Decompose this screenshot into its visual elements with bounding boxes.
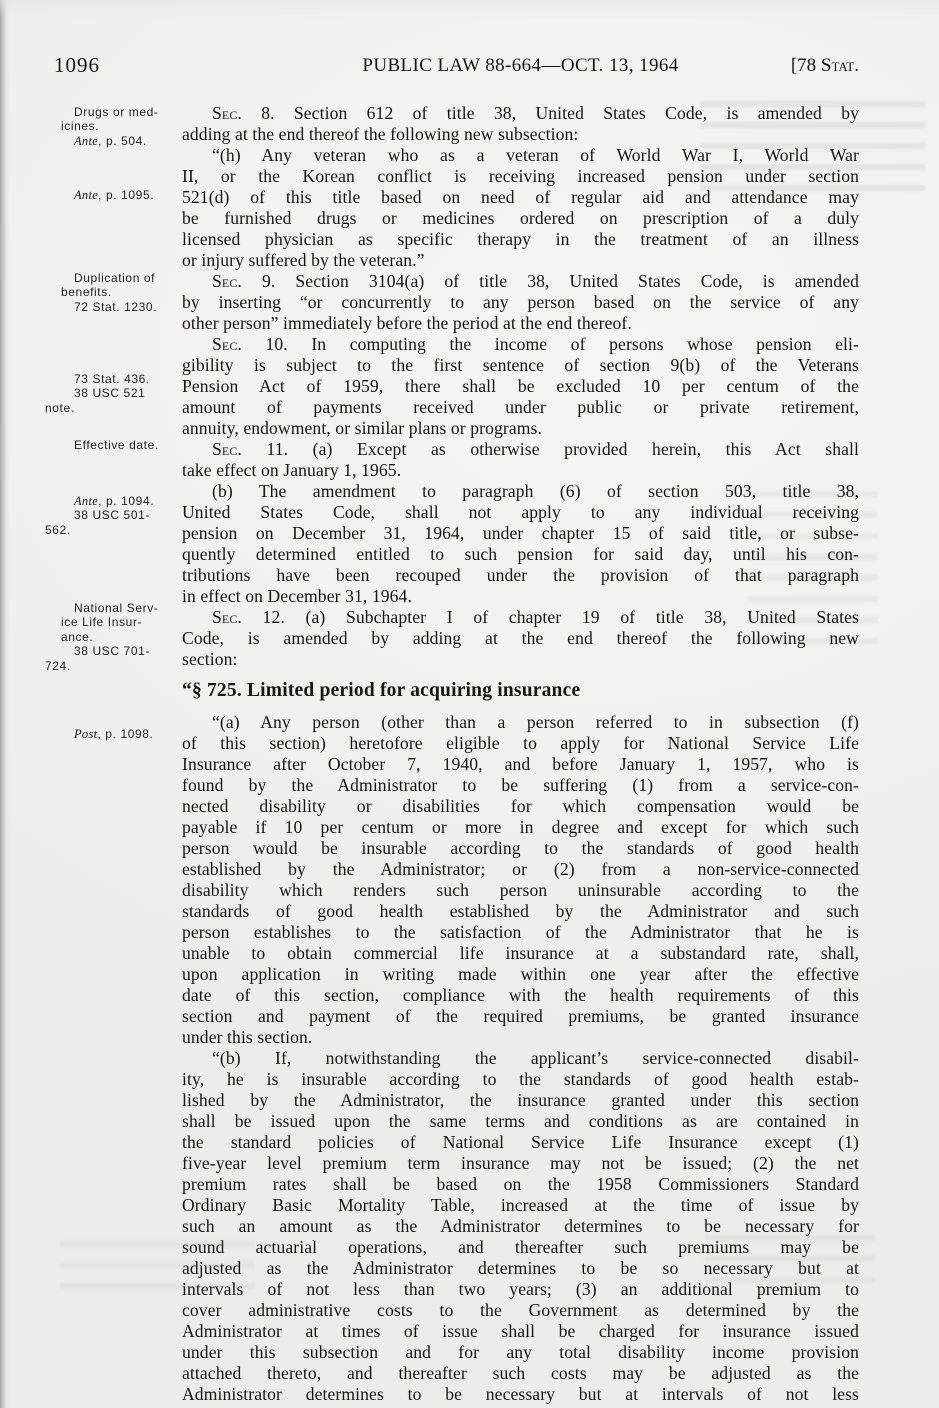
text-line: intervals of not less than two years; (3) an additional premium to [182,1279,859,1299]
text-line: “(b) If, notwithstanding the applicant’s service-connected disabil- [212,1048,859,1068]
text-line: ity, he is insurable according to the standards of good health estab- [182,1069,859,1089]
text-line: disability which renders such person uninsurable according to the [182,880,859,900]
margin-note-line: 724. [45,658,71,673]
margin-note-line: National Serv- [74,601,159,615]
text-line: “(h) Any veteran who as a veteran of World War I, World War [212,145,859,165]
margin-note-line: Duplication of [74,271,156,285]
paragraph [182,145,859,271]
text-line: gibility is subject to the first sentence of section 9(b) of the Veterans [182,355,859,375]
text-line: “(a) Any person (other than a person referred to in subsection (f) [212,712,859,732]
text-line: (b) The amendment to paragraph (6) of section 503, title 38, [212,481,859,501]
text-line: tributions have been recouped under the provision of that paragraph [182,565,859,585]
text-line: premium rates shall be based on the 1958 Commissioners Standard [182,1174,859,1194]
text-line: Administrator at times of issue shall be charged for insurance issued [182,1321,859,1341]
margin-note-line: Drugs or med- [74,105,159,119]
text-line: cover administrative costs to the Government as determined by the [182,1300,859,1320]
page-number: 1096 [54,53,100,77]
margin-note-line: ance. [61,629,94,644]
text-line: under this subsection and for any total disability income provision [182,1342,859,1362]
text-line: sound actuarial operations, and thereafter such premiums may be [182,1237,859,1257]
margin-note [45,188,197,202]
margin-note [45,727,197,741]
text-line: Administrator determines to be necessary but at intervals of not less [182,1384,859,1404]
margin-note-line: Ante, p. 1094. [74,494,155,508]
margin-note [45,271,197,314]
margin-note-line: Post, p. 1098. [74,727,154,741]
text-line: Code, is amended by adding at the end thereof the following new [182,628,859,648]
running-head-title: PUBLIC LAW 88-664—OCT. 13, 1964 [362,55,679,76]
margin-note-line: Effective date. [74,438,159,452]
margin-note-line: 38 USC 701- [74,644,150,659]
paragraph [182,712,859,1048]
margin-note-line: Ante, p. 1095. [74,188,155,202]
text-line: pension on December 31, 1964, under chapter 15 of said title, or subse- [182,523,859,543]
text-line: “§ 725. Limited period for acquiring insurance [182,680,581,701]
text-line: under this section. [182,1027,313,1047]
text-line: Ordinary Basic Mortality Table, increased at the time of issue by [182,1195,859,1215]
text-line: take effect on January 1, 1965. [182,460,402,480]
text-line: adjusted as the Administrator determines to be so necessary but at [182,1258,859,1278]
text-line: adding at the end thereof the following new subsection: [182,124,579,144]
paragraph [182,607,859,670]
text-line: payable if 10 per centum or more in degree and except for which such [182,817,859,837]
paragraph [182,439,859,481]
text-line: Insurance after October 7, 1940, and before January 1, 1957, who is [182,754,859,774]
stat-volume-reference: [78 Stat. [790,55,859,76]
text-line: five-year level premium term insurance may not be issued; (2) the net [182,1153,859,1173]
text-line: section and payment of the required premiums, be granted insurance [182,1006,859,1026]
text-line: Sec. 10. In computing the income of persons whose pension eli- [212,334,859,354]
text-line: shall be issued upon the same terms and conditions as are contained in [182,1111,859,1131]
text-line: by inserting “or concurrently to any person based on the service of any [182,292,859,312]
text-line: upon application in writing made within one year after the effective [182,964,859,984]
scan-left-edge [0,0,9,1408]
margin-note-line: 38 USC 521 [74,386,146,401]
margin-note-line: 73 Stat. 436. [74,372,150,386]
paragraph [182,1048,859,1405]
text-line: Sec. 12. (a) Subchapter I of chapter 19 of title 38, United States [212,607,859,627]
paragraph [182,334,859,439]
margin-note-line: 562. [45,522,71,537]
text-line: established by the Administrator; or (2) from a non-service-connected [182,859,859,879]
text-line: United States Code, shall not apply to any individual receiving [182,502,859,522]
text-line: or injury suffered by the veteran.” [182,250,425,270]
margin-note-line: Ante, p. 504. [74,133,147,148]
margin-note [45,601,197,673]
text-line: the standard policies of National Service Life Insurance except (1) [182,1132,859,1152]
text-line: person establishes to the satisfaction of the Administrator that he is [182,922,859,942]
text-line: in effect on December 31, 1964. [182,586,412,606]
margin-note-line: 72 Stat. 1230. [74,299,158,314]
text-line: such an amount as the Administrator determines to be necessary for [182,1216,859,1236]
text-line: standards of good health established by the Administrator and such [182,901,859,921]
margin-note-line: icines. [61,119,100,134]
paragraph [182,271,859,334]
text-line: unable to obtain commercial life insurance at a substandard rate, shall, [182,943,859,963]
paragraph [182,481,859,607]
text-line: 521(d) of this title based on need of regular aid and attendance may [182,187,859,207]
text-line: lished by the Administrator, the insurance granted under this section [182,1090,859,1110]
text-line: Pension Act of 1959, there shall be excluded 10 per centum of the [182,376,859,396]
margin-note-line: note. [45,400,75,415]
text-line: Sec. 9. Section 3104(a) of title 38, United States Code, is amended [212,271,859,291]
margin-note-line: ice Life Insur- [61,615,143,630]
text-line: section: [182,649,238,669]
text-line: annuity, endowment, or similar plans or programs. [182,418,542,438]
scan-top-edge [0,0,939,18]
text-line: found by the Administrator to be suffering (1) from a service-con- [182,775,859,795]
text-line: Sec. 8. Section 612 of title 38, United States Code, is amended by [212,103,859,123]
margin-note [45,105,197,148]
text-line: be furnished drugs or medicines ordered on prescription of a duly [182,208,859,228]
section-heading [182,679,859,703]
text-line: person would be insurable according to the standards of good health [182,838,859,858]
text-line: other person” immediately before the period at the end thereof. [182,313,632,333]
text-line: Sec. 11. (a) Except as otherwise provided herein, this Act shall [212,439,859,459]
text-line: quently determined entitled to such pension for said day, until his con- [182,544,859,564]
text-line: licensed physician as specific therapy in the treatment of an illness [182,229,859,249]
text-line: attached thereto, and thereafter such costs may be adjusted as the [182,1363,859,1383]
text-line: amount of payments received under public or private retirement, [182,397,859,417]
margin-note [45,372,197,415]
text-line: nected disability or disabilities for which compensation would be [182,796,859,816]
margin-note-line: 38 USC 501- [74,508,150,523]
margin-note [45,438,197,452]
text-line: date of this section, compliance with the health requirements of this [182,985,859,1005]
text-line: II, or the Korean conflict is receiving increased pension under section [182,166,859,186]
body-column [182,103,859,1405]
paragraph [182,103,859,145]
text-line: of this section) heretofore eligible to apply for National Service Life [182,733,859,753]
margin-note [45,494,197,537]
margin-note-line: benefits. [61,285,112,300]
